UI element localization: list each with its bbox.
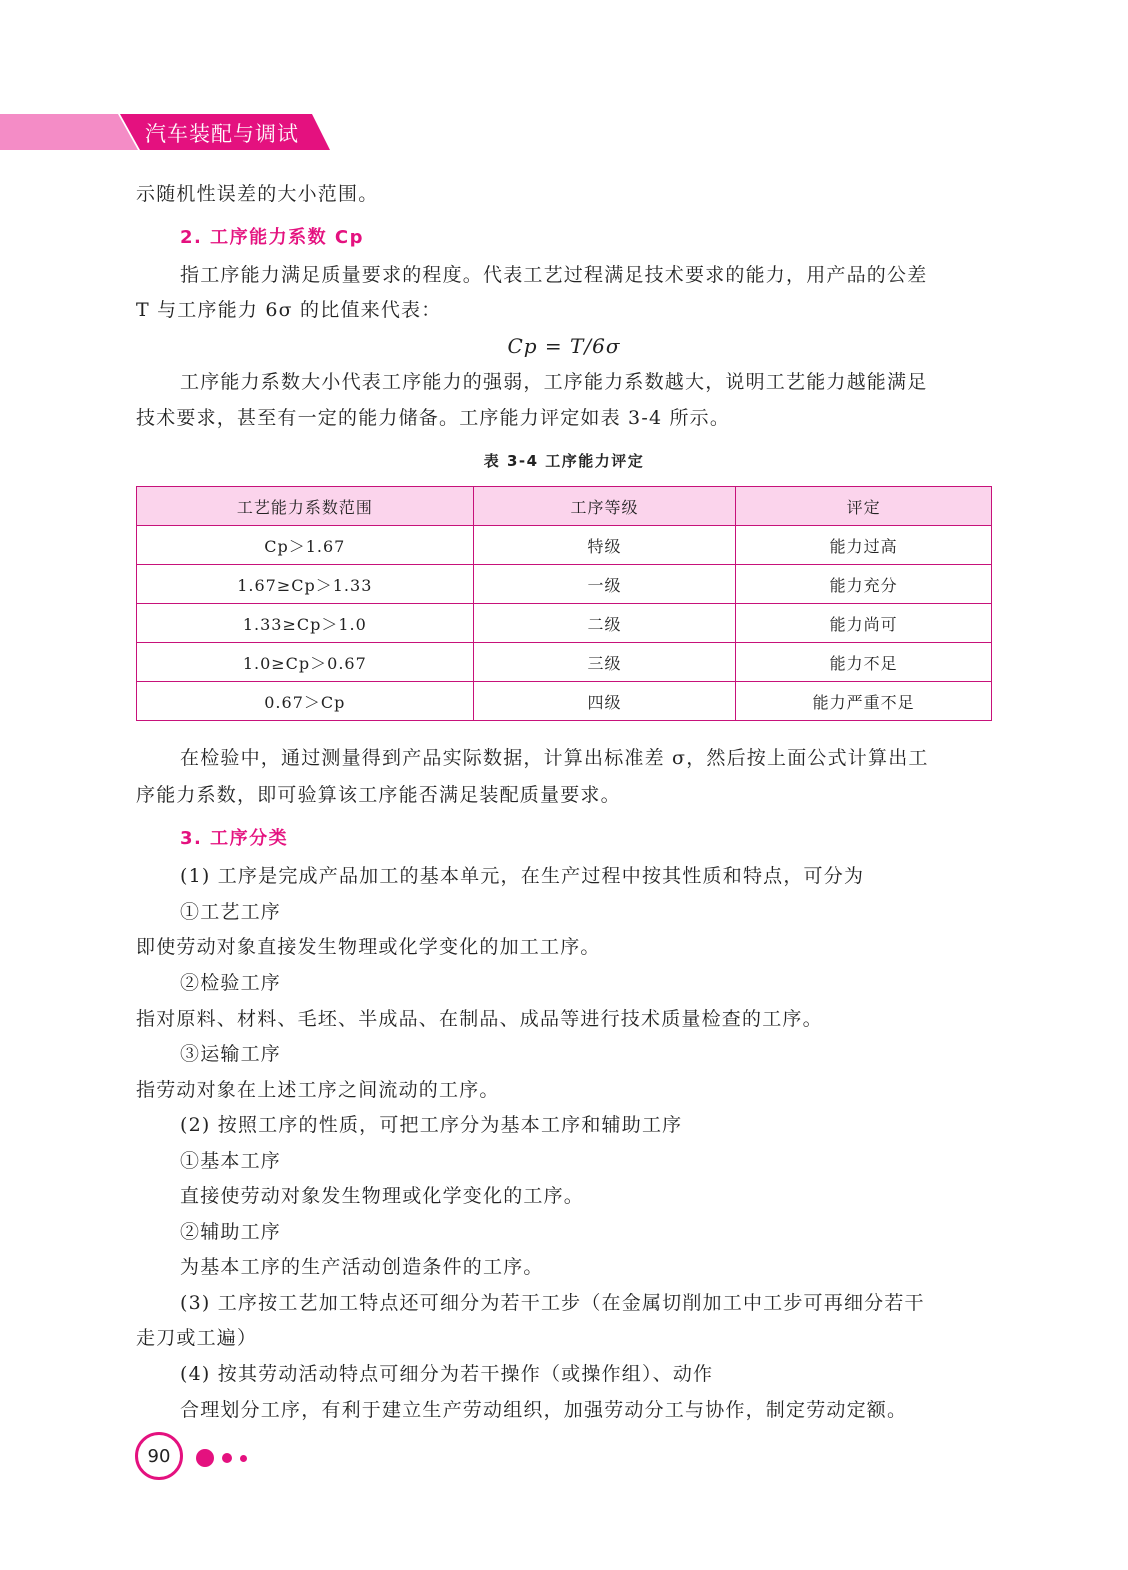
paragraph: 序能力系数，即可验算该工序能否满足装配质量要求。 xyxy=(136,784,621,806)
paragraph: 直接使劳动对象发生物理或化学变化的工序。 xyxy=(180,1185,585,1207)
paragraph: 指对原料、材料、毛坯、半成品、在制品、成品等进行技术质量检查的工序。 xyxy=(136,1008,823,1030)
table-cell: 四级 xyxy=(473,682,736,721)
table-row xyxy=(137,682,992,721)
table-cell: 0.67＞Cp xyxy=(137,682,474,721)
paragraph: 技术要求，甚至有一定的能力储备。工序能力评定如表 3-4 所示。 xyxy=(136,407,731,429)
list-item: ③运输工序 xyxy=(180,1043,282,1065)
paragraph: 为基本工序的生产活动创造条件的工序。 xyxy=(180,1256,544,1278)
page-number-text: 90 xyxy=(147,1445,171,1467)
table-cell: 1.0≥Cp＞0.67 xyxy=(137,643,474,682)
table-row xyxy=(137,565,992,604)
table-cell: 一级 xyxy=(473,565,736,604)
paragraph: 指劳动对象在上述工序之间流动的工序。 xyxy=(136,1079,500,1101)
table-cell: Cp＞1.67 xyxy=(137,526,474,565)
list-item: ①基本工序 xyxy=(180,1150,282,1172)
list-item: (1) 工序是完成产品加工的基本单元，在生产过程中按其性质和特点，可分为 xyxy=(180,865,865,887)
table-cell: 能力尚可 xyxy=(736,604,992,643)
section-heading: 2. 工序能力系数 Cp xyxy=(180,227,364,248)
paragraph: 工序能力系数大小代表工序能力的强弱，工序能力系数越大，说明工艺能力越能满足 xyxy=(180,371,928,393)
paragraph: T 与工序能力 6σ 的比值来代表： xyxy=(136,299,442,321)
paragraph: 在检验中，通过测量得到产品实际数据，计算出标准差 σ，然后按上面公式计算出工 xyxy=(180,747,929,769)
table-caption: 表 3-4 工序能力评定 xyxy=(483,452,645,470)
decorative-dot-icon xyxy=(222,1453,232,1463)
table-row xyxy=(137,604,992,643)
list-item: ②检验工序 xyxy=(180,972,282,994)
table-cell: 特级 xyxy=(473,526,736,565)
table-header-cell: 工序等级 xyxy=(473,487,736,526)
list-item: (3) 工序按工艺加工特点还可细分为若干工步（在金属切削加工中工步可再细分若干 xyxy=(180,1292,925,1314)
capability-table xyxy=(136,486,992,721)
table-header-cell: 工艺能力系数范围 xyxy=(137,487,474,526)
table-row xyxy=(137,643,992,682)
decorative-dot-icon xyxy=(240,1455,247,1462)
table-cell: 1.33≥Cp＞1.0 xyxy=(137,604,474,643)
table-cell: 能力严重不足 xyxy=(736,682,992,721)
paragraph: 合理划分工序，有利于建立生产劳动组织，加强劳动分工与协作，制定劳动定额。 xyxy=(180,1399,908,1421)
table-header-cell: 评定 xyxy=(736,487,992,526)
decorative-dot-icon xyxy=(196,1449,214,1467)
list-item: ②辅助工序 xyxy=(180,1221,282,1243)
paragraph: 走刀或工遍） xyxy=(136,1327,258,1349)
table-cell: 三级 xyxy=(473,643,736,682)
list-item: ①工艺工序 xyxy=(180,901,282,923)
table-row xyxy=(137,526,992,565)
table-cell: 能力充分 xyxy=(736,565,992,604)
table-cell: 二级 xyxy=(473,604,736,643)
table-cell: 1.67≥Cp＞1.33 xyxy=(137,565,474,604)
page-number xyxy=(135,1432,183,1480)
paragraph: 指工序能力满足质量要求的程度。代表工艺过程满足技术要求的能力，用产品的公差 xyxy=(180,264,928,286)
book-title: 汽车装配与调试 xyxy=(145,122,299,146)
table-cell: 能力过高 xyxy=(736,526,992,565)
section-heading: 3. 工序分类 xyxy=(180,828,289,849)
list-item: (2) 按照工序的性质，可把工序分为基本工序和辅助工序 xyxy=(180,1114,683,1136)
paragraph: 即使劳动对象直接发生物理或化学变化的加工工序。 xyxy=(136,936,601,958)
table-header-row xyxy=(137,487,992,526)
running-header xyxy=(0,114,340,150)
table-cell: 能力不足 xyxy=(736,643,992,682)
formula: Cp = T/6σ xyxy=(507,334,621,358)
list-item: (4) 按其劳动活动特点可细分为若干操作（或操作组）、动作 xyxy=(180,1363,714,1385)
paragraph: 示随机性误差的大小范围。 xyxy=(136,183,379,205)
